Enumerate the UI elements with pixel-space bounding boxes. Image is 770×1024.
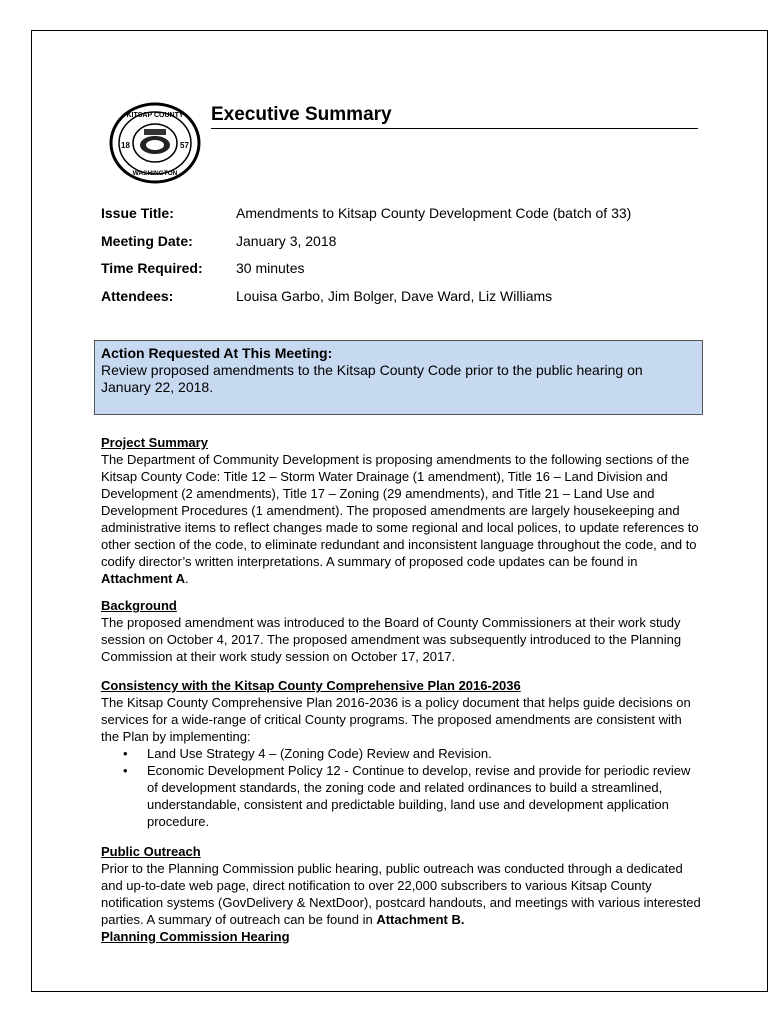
public-outreach-body <box>101 860 701 928</box>
public-outreach-heading: Public Outreach <box>101 844 201 859</box>
attachment-b-ref: Attachment B. <box>376 912 465 927</box>
meeting-date-value: January 3, 2018 <box>236 232 337 249</box>
time-required-value: 30 minutes <box>236 260 305 276</box>
project-summary-section <box>101 434 701 587</box>
attendees-label: Attendees: <box>101 287 174 304</box>
issue-title-value: Amendments to Kitsap County Development Code (batch of 33) <box>236 205 632 221</box>
list-item <box>123 745 701 762</box>
action-requested-heading: Action Requested At This Meeting: <box>101 345 333 361</box>
page-title: Executive Summary <box>211 103 698 129</box>
consistency-heading: Consistency with the Kitsap County Comprehensive Plan 2016-2036 <box>101 678 521 693</box>
consistency-section <box>101 677 701 830</box>
project-summary-heading: Project Summary <box>101 435 208 450</box>
svg-text:WASHINGTON: WASHINGTON <box>132 170 178 177</box>
public-outreach-section <box>101 843 701 945</box>
planning-commission-heading: Planning Commission Hearing <box>101 929 290 944</box>
bullet-text: Economic Development Policy 12 - Continue to develop, revise and provide for periodic review of development standards, the zoning code and related ordinances to build a streamlined, understandable, consistent and predictable building, land use and development application procedure. <box>147 763 691 829</box>
attendees-value: Louisa Garbo, Jim Bolger, Dave Ward, Liz Williams <box>236 287 553 304</box>
action-requested-text: Review proposed amendments to the Kitsap County Code prior to the public hearing on January 22, 2018. <box>101 362 643 395</box>
svg-text:57: 57 <box>180 141 189 150</box>
meeting-date-label: Meeting Date: <box>101 232 193 249</box>
bullet-text: Land Use Strategy 4 – (Zoning Code) Review and Revision. <box>147 746 492 761</box>
svg-text:18: 18 <box>121 141 130 150</box>
bullet-icon: • <box>123 763 128 778</box>
public-outreach-text: Prior to the Planning Commission public hearing, public outreach was conducted through a dedicated and up-to-date web page, direct notification to over 22,000 subscribers to various Kitsap County notification systems (GovDelivery & NextDoor), postcard handouts, and meetings with various interested parties. A summary of outreach can be found in <box>101 861 701 927</box>
action-requested-box <box>94 340 703 415</box>
list-item <box>123 762 701 830</box>
project-summary-body <box>101 451 701 587</box>
kitsap-county-seal <box>108 101 202 185</box>
consistency-bullet-list <box>101 745 701 830</box>
consistency-text: The Kitsap County Comprehensive Plan 2016-2036 is a policy document that helps guide decisions on services for a wide-range of critical County programs. The proposed amendments are consistent with the Plan by implementing: <box>101 695 691 744</box>
project-summary-text: The Department of Community Development is proposing amendments to the following sections of the Kitsap County Code: Title 12 – Storm Water Drainage (1 amendment), Title 16 – Land Division and Development (2 amendments), Title 17 – Zoning (29 amendments), and Title 21 – Land Use and Development Procedures (1 amendment). The proposed amendments are largely housekeeping and administrative items to reflect changes made to some regional and local polices, to update references to other section of the code, to eliminate redundant and inconsistent language throughout the code, and to codify director’s written interpretations. A summary of proposed code updates can be found in <box>101 452 699 569</box>
background-section <box>101 597 701 665</box>
issue-title-label: Issue Title: <box>101 205 174 221</box>
project-summary-tail: . <box>185 571 189 586</box>
svg-text:KITSAP COUNTY: KITSAP COUNTY <box>126 112 184 119</box>
time-required-label: Time Required: <box>101 260 203 276</box>
bullet-icon: • <box>123 746 128 761</box>
attachment-a-ref: Attachment A <box>101 571 186 586</box>
background-heading: Background <box>101 598 177 613</box>
background-text: The proposed amendment was introduced to the Board of County Commissioners at their work study session on October 4, 2017. The proposed amendment was subsequently introduced to the Planning Commission at their work study session on October 17, 2017. <box>101 615 682 664</box>
